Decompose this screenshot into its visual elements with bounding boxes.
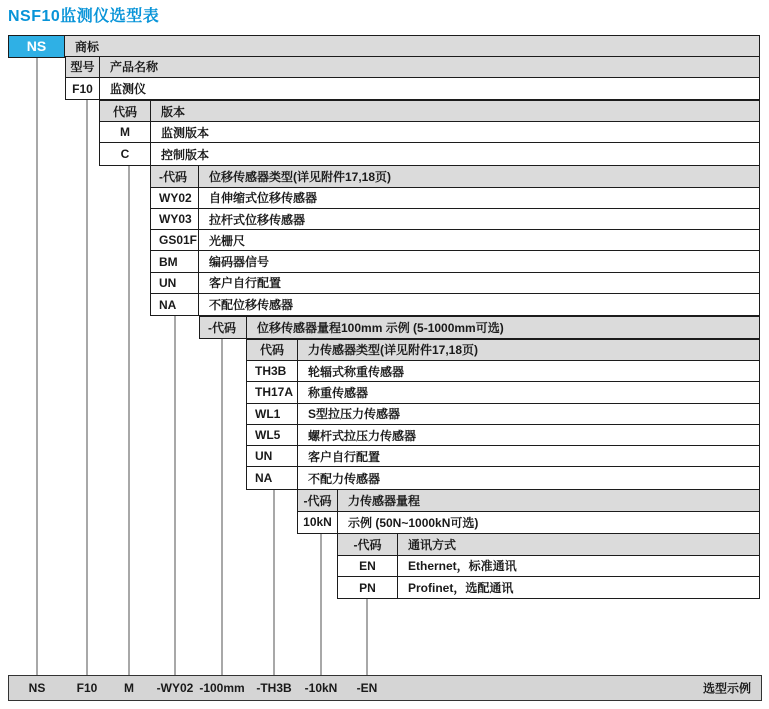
selection-block-communication [337, 533, 760, 599]
selection-block-force-sensor-range [297, 489, 760, 534]
desc-cell: Ethernet，标准通讯 [408, 559, 517, 574]
selection-block-version [99, 100, 760, 166]
code-cell: WL1 [247, 404, 298, 424]
table-row [9, 36, 759, 57]
desc-cell: 拉杆式位移传感器 [209, 212, 306, 227]
code-cell: -代码 [298, 490, 338, 510]
connector-line-displacement-type [174, 315, 176, 676]
desc-cell: 商标 [65, 36, 759, 57]
example-bar [8, 675, 762, 701]
connector-line-f10 [86, 99, 88, 676]
table-row [338, 556, 759, 577]
code-cell: -代码 [338, 534, 398, 554]
connector-line-force-range [320, 532, 322, 675]
desc-cell: 位移传感器类型(详见附件17,18页) [199, 166, 759, 186]
table-row [151, 294, 759, 315]
example-caption: 选型示例 [702, 681, 751, 696]
code-cell: BM [151, 251, 199, 271]
page-title: NSF10监测仪选型表 [8, 8, 160, 25]
desc-cell: 客户自行配置 [308, 449, 381, 464]
code-cell: TH3B [247, 361, 298, 381]
table-row [247, 361, 759, 382]
connector-line-version [128, 164, 130, 675]
table-row [66, 57, 759, 78]
code-cell: GS01F [151, 230, 199, 250]
table-row [298, 512, 759, 533]
code-cell: UN [151, 273, 199, 293]
code-cell: EN [338, 556, 398, 576]
table-row [247, 404, 759, 425]
table-row [247, 446, 759, 467]
code-cell: 代码 [247, 340, 298, 360]
code-cell: M [100, 122, 151, 142]
table-row [298, 490, 759, 511]
desc-cell: 客户自行配置 [209, 276, 282, 291]
table-row [151, 230, 759, 251]
table-row [100, 122, 759, 143]
desc-cell: 力传感器量程 [338, 490, 759, 510]
code-cell: UN [247, 446, 298, 466]
selection-block-force-sensor-type [246, 339, 760, 490]
table-row [247, 467, 759, 488]
desc-cell: 版本 [151, 101, 759, 121]
code-cell: PN [338, 577, 398, 598]
table-row [100, 101, 759, 122]
selection-block-brand [8, 35, 760, 58]
connector-line-force-type [273, 488, 275, 675]
code-cell: C [100, 143, 151, 164]
connector-line-displacement-range [221, 337, 223, 675]
example-code-segment: -EN [356, 681, 378, 695]
desc-cell: S型拉压力传感器 [308, 407, 401, 422]
desc-cell: 光栅尺 [209, 233, 246, 248]
example-code-segment: -100mm [199, 681, 245, 695]
table-row [338, 534, 759, 555]
desc-cell: 自伸缩式位移传感器 [209, 191, 318, 206]
code-cell: WY03 [151, 209, 199, 229]
code-cell: WL5 [247, 425, 298, 445]
table-row [338, 577, 759, 598]
example-code-segment: -TH3B [256, 681, 292, 695]
selection-block-displacement-sensor-type [150, 165, 760, 316]
connector-line-communication [366, 598, 368, 676]
table-row [200, 317, 759, 338]
desc-cell: 监测仪 [110, 82, 147, 97]
code-cell: 代码 [100, 101, 151, 121]
desc-cell: 监测版本 [161, 125, 210, 140]
example-code-segment: -10kN [304, 681, 338, 695]
desc-cell: 轮辐式称重传感器 [308, 364, 405, 379]
table-row [151, 166, 759, 187]
desc-cell: 位移传感器量程100mm 示例 (5-1000mm可选) [247, 317, 759, 338]
example-code-segment: M [124, 681, 134, 695]
table-row [66, 78, 759, 99]
table-row [247, 425, 759, 446]
code-cell: -代码 [151, 166, 199, 186]
desc-cell: 螺杆式拉压力传感器 [308, 428, 417, 443]
table-row [151, 273, 759, 294]
desc-cell: 产品名称 [100, 57, 759, 77]
code-cell: NA [151, 294, 199, 315]
table-row [247, 382, 759, 403]
example-code-segment: NS [28, 681, 46, 695]
desc-cell: 称重传感器 [308, 385, 369, 400]
desc-cell: 不配力传感器 [308, 471, 381, 486]
table-row [100, 143, 759, 164]
selection-block-model [65, 56, 760, 101]
example-code-segment: -WY02 [156, 681, 194, 695]
table-row [151, 251, 759, 272]
desc-cell: 编码器信号 [209, 255, 270, 270]
code-cell: -代码 [200, 317, 247, 338]
example-code-segment: F10 [76, 681, 98, 695]
table-row [151, 209, 759, 230]
desc-cell: 不配位移传感器 [209, 298, 294, 313]
desc-cell: Profinet，选配通讯 [408, 581, 514, 596]
desc-cell: 通讯方式 [398, 534, 759, 554]
code-cell: NA [247, 467, 298, 488]
code-cell: 型号 [66, 57, 100, 77]
code-cell: WY02 [151, 188, 199, 208]
table-row [247, 340, 759, 361]
desc-cell: 控制版本 [161, 147, 210, 162]
selection-block-displacement-sensor-range [199, 316, 760, 339]
code-cell: NS [9, 36, 65, 57]
desc-cell: 示例 (50N~1000kN可选) [348, 515, 479, 530]
code-cell: F10 [66, 78, 100, 99]
connector-line-ns [36, 56, 38, 675]
table-row [151, 188, 759, 209]
desc-cell: 力传感器类型(详见附件17,18页) [298, 340, 759, 360]
code-cell: 10kN [298, 512, 338, 533]
code-cell: TH17A [247, 382, 298, 402]
